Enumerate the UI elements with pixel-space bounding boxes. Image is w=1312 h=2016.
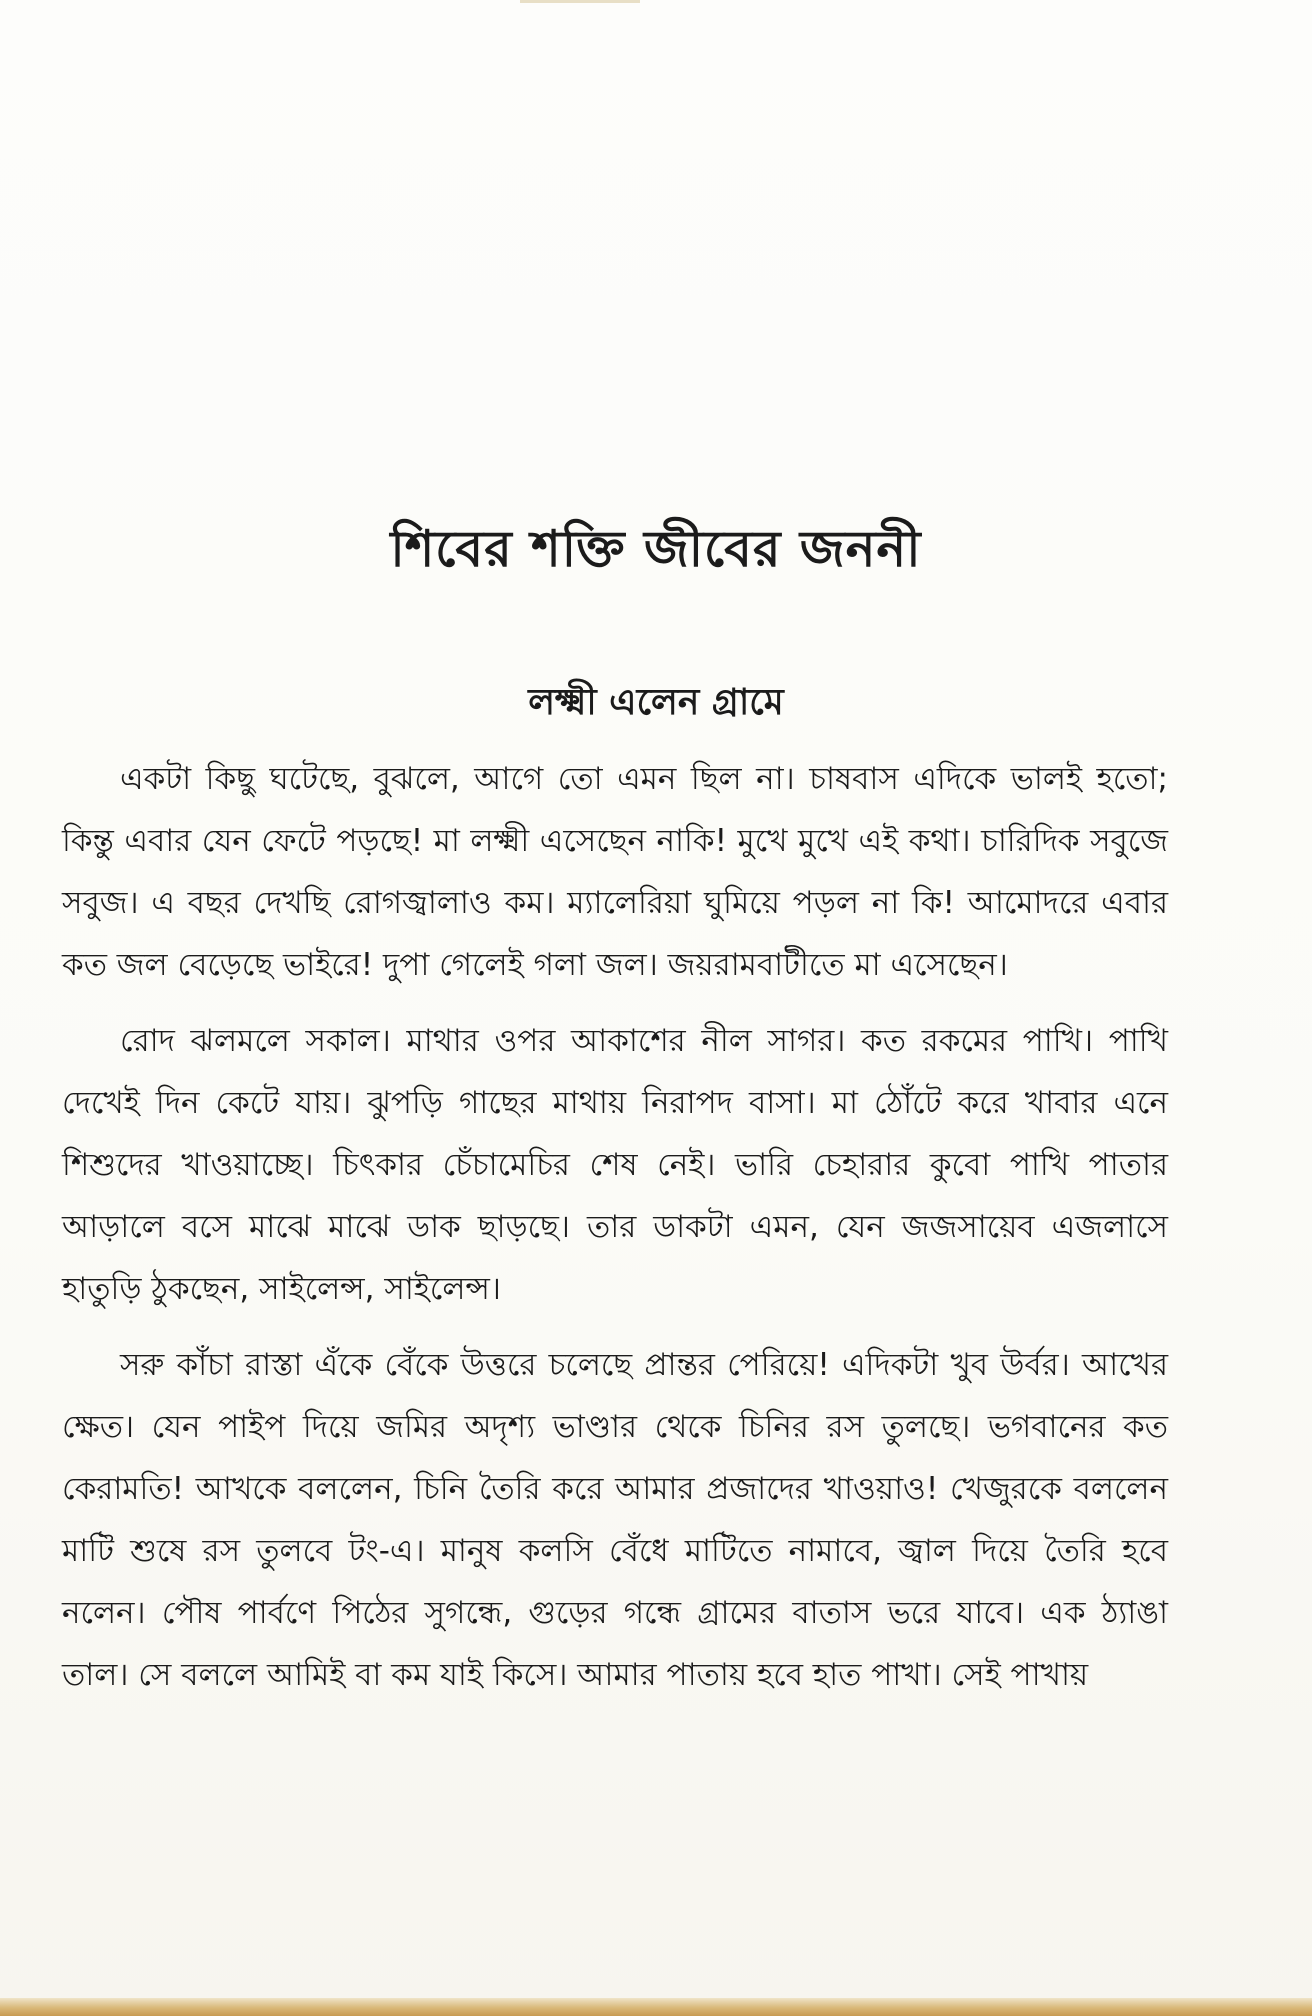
section-title: লক্ষ্মী এলেন গ্রামে — [528, 682, 784, 723]
page-bottom-edge — [0, 1998, 1312, 2016]
paragraph-1: একটা কিছু ঘটেছে, বুঝলে, আগে তো এমন ছিল না। চাষবাস এদিকে ভালই হতো; কিন্তু এবার যেন ফেটে পড়ছে! মা লক্ষ্মী এসেছেন নাকি! মুখে মুখে এই কথা। চারিদিক সবুজে সবুজ। এ বছর দেখছি রোগজ্বালাও কম। ম্যালেরিয়া ঘুমিয়ে পড়ল না কি! আমোদরে এবার কত জল বেড়েছে ভাইরে! দুপা গেলেই গলা জল। জয়রামবাটীতে মা এসেছেন। — [62, 761, 1168, 983]
chapter-title: শিবের শক্তি জীবের জননী — [390, 520, 922, 578]
body-text — [62, 748, 1168, 1720]
paragraph-3: সরু কাঁচা রাস্তা এঁকে বেঁকে উত্তরে চলেছে প্রান্তর পেরিয়ে! এদিকটা খুব উর্বর। আখের ক্ষেত। যেন পাইপ দিয়ে জমির অদৃশ্য ভাণ্ডার থেকে চিনির রস তুলছে। ভগবানের কত কেরামতি! আখকে বললেন, চিনি তৈরি করে আমার প্রজাদের খাওয়াও! খেজুরকে বললেন মাটি শুষে রস তুলবে টং-এ। মানুষ কলসি বেঁধে মাটিতে নামাবে, জ্বাল দিয়ে তৈরি হবে নলেন। পৌষ পার্বণে পিঠের সুগন্ধে, গুড়ের গন্ধে গ্রামের বাতাস ভরে যাবে। এক ঠ্যাঙা তাল। সে বললে আমিই বা কম যাই কিসে। আমার পাতায় হবে হাত পাখা। সেই পাখায় — [62, 1347, 1168, 1693]
paragraph-2: রোদ ঝলমলে সকাল। মাথার ওপর আকাশের নীল সাগর। কত রকমের পাখি। পাখি দেখেই দিন কেটে যায়। ঝুপড়ি গাছের মাথায় নিরাপদ বাসা। মা ঠোঁটে করে খাবার এনে শিশুদের খাওয়াচ্ছে। চিৎকার চেঁচামেচির শেষ নেই। ভারি চেহারার কুবো পাখি পাতার আড়ালে বসে মাঝে মাঝে ডাক ছাড়ছে। তার ডাকটা এমন, যেন জজসায়েব এজলাসে হাতুড়ি ঠুকছেন, সাইলেন্স, সাইলেন্স। — [62, 1023, 1168, 1307]
page-top-edge — [520, 0, 640, 3]
